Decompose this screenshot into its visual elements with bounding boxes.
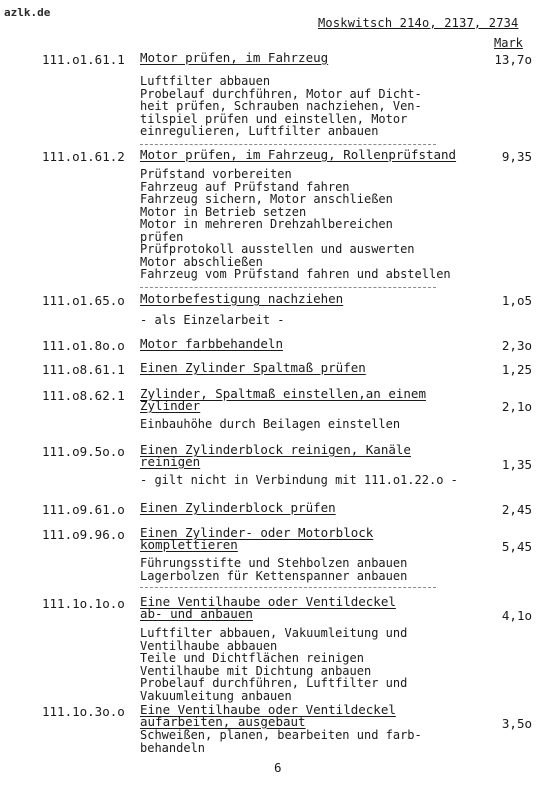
entry-code: 111.o1.65.o (42, 293, 125, 308)
entry-description: Prüfstand vorbereiten Fahrzeug auf Prüfstand fahren Fahrzeug sichern, Motor anschließen Motor in Betrieb setzen Motor in mehreren Drehzahlbereichen prüfen Prüfprotokoll ausstellen und auswerten Motor abschließen Fahrzeug vom Prüfstand fahren und abstellen (140, 167, 451, 281)
entry-title: Eine Ventilhaube oder Ventildeckel ab- und anbauen (140, 594, 396, 621)
entry-title: Motor prüfen, im Fahrzeug, Rollenprüfstand (140, 147, 457, 162)
entry-price: 2,3o (501, 338, 532, 353)
entry-price: 2,45 (501, 502, 532, 517)
entry-price: 2,1o (501, 399, 532, 414)
entry-separator (140, 144, 436, 145)
entry-title: Zylinder, Spaltmaß einstellen,an einem Zylinder (140, 386, 426, 413)
entry-code: 111.o1.61.2 (42, 149, 125, 164)
entry-price: 1,o5 (501, 293, 532, 308)
entry-title: Motor prüfen, im Fahrzeug (140, 50, 329, 65)
entry-title: Eine Ventilhaube oder Ventildeckel aufarbeiten, ausgebaut (140, 702, 396, 729)
entry-price: 3,5o (501, 716, 532, 731)
entry-title: Einen Zylinder Spaltmaß prüfen (140, 360, 366, 375)
entry-title: Einen Zylinderblock prüfen (140, 500, 336, 515)
entry-price: 1,35 (501, 457, 532, 472)
entry-code: 111.o9.61.o (42, 502, 125, 517)
entry-title: Motor farbbehandeln (140, 336, 283, 351)
entry-description: Führungsstifte und Stehbolzen anbauen Lagerbolzen für Kettenspanner anbauen (140, 556, 408, 583)
entry-description: - gilt nicht in Verbindung mit 111.o1.22.o - (140, 473, 458, 487)
entry-description: - als Einzelarbeit - (140, 313, 285, 327)
entry-title: Einen Zylinderblock reinigen, Kanäle reinigen (140, 442, 411, 469)
entry-description: Einbauhöhe durch Beilagen einstellen (140, 417, 401, 431)
entry-title: Einen Zylinder- oder Motorblock komplettieren (140, 525, 374, 552)
entry-code: 111.o9.5o.o (42, 444, 125, 459)
page-number: 6 (274, 760, 282, 775)
model-heading: Moskwitsch 214o, 2137, 2734 (318, 16, 519, 30)
entry-title: Motorbefestigung nachziehen (140, 291, 344, 306)
entry-separator (140, 287, 436, 288)
entry-price: 1,25 (501, 362, 532, 377)
entry-price: 4,1o (501, 608, 532, 623)
site-watermark: azlk.de (4, 6, 51, 19)
entry-price: 13,7o (494, 52, 532, 67)
entry-description: Luftfilter abbauen Probelauf durchführen, Motor auf Dicht- heit prüfen, Schrauben nachziehen, Ven- tilspiel prüfen und einstellen, Motor einregulieren, Luftfilter anbauen (140, 74, 422, 138)
entry-code: 111.1o.3o.o (42, 704, 125, 719)
entry-code: 111.o8.61.1 (42, 362, 125, 377)
entry-code: 111.o1.61.1 (42, 52, 125, 67)
entry-code: 111.o9.96.o (42, 527, 125, 542)
entry-description: Luftfilter abbauen, Vakuumleitung und Ventilhaube abbauen Teile und Dichtflächen reinigen Ventilhaube mit Dichtung anbauen Probelauf durchführen, Luftfilter und Vakuumleitung anbauen (140, 626, 408, 703)
entry-code: 111.o1.8o.o (42, 338, 125, 353)
entry-price: 5,45 (501, 539, 532, 554)
entry-code: 111.o8.62.1 (42, 388, 125, 403)
entry-description: Schweißen, planen, bearbeiten und farb- behandeln (140, 728, 422, 755)
price-column-header: Mark (494, 36, 523, 50)
entry-separator (140, 587, 436, 588)
entry-code: 111.1o.1o.o (42, 596, 125, 611)
entry-price: 9,35 (501, 149, 532, 164)
